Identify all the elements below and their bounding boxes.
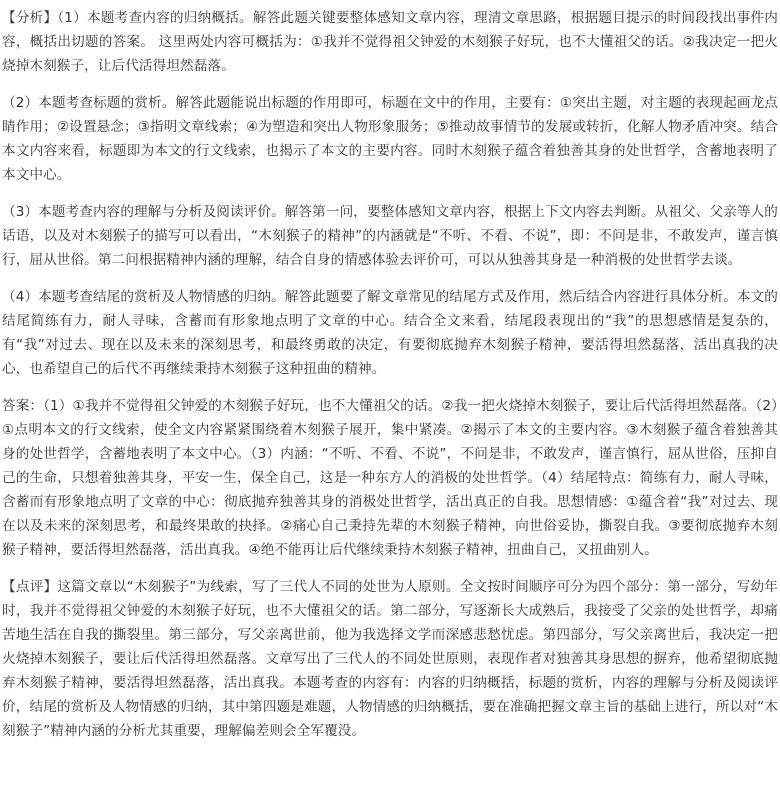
- analysis-q4-paragraph: （4）本题考查结尾的赏析及人物情感的归纳。解答此题要了解文章常见的结尾方式及作用，然后结合内容进行具体分析。本文的结尾简练有力，耐人寻味，含蓄而有形象地点明了文章的中心。结合全文来看，结尾段表现出的“我”的思想感情是复杂的，有“我”对过去、现在以及未来的深刻思考，和最终勇敢的决定，有要彻底抛弃木刻猴子精神，要活得坦然磊落，活出真我的决心，也希望自己的后代不再继续秉持木刻猴子这种扭曲的精神。: [2, 289, 778, 377]
- answer-paragraph: 答案：（1）①我并不觉得祖父钟爱的木刻猴子好玩，也不大懂祖父的话。②我一把火烧掉木刻猴子，要让后代活得坦然磊落。（2）①点明本文的行文线索，使全文内容紧紧围绕着木刻猴子展开，集中紧凑。②揭示了本文的主要内容。③木刻猴子蕴含着独善其身的处世哲学，含蓄地表明了本文中心。（3）内涵：“不听、不看、不说”，不问是非，不敢发声，谨言慎行，屈从世俗，压抑自己的生命，只想着独善其身，平安一生，保全自己，这是一种东方人的消极的处世哲学。（4）结尾特点：简练有力，耐人寻味，含蓄而有形象地点明了文章的中心：彻底抛弃独善其身的消极处世哲学，活出真正的自我。思想情感：①蕴含着“我”对过去、现在以及未来的深刻思考，和最终果敢的抉择。②痛心自己秉持先辈的木刻猴子精神，向世俗妥协，撕裂自我。③要彻底抛弃木刻猴子精神，要活得坦然磊落，活出真我。④绝不能再让后代继续秉持木刻猴子精神，扭曲自己，又扭曲别人。: [2, 398, 778, 558]
- comment-paragraph: 【点评】这篇文章以“木刻猴子”为线索，写了三代人不同的处世为人原则。全文按时间顺序可分为四个部分：第一部分，写幼年时，我并不觉得祖父钟爱的木刻猴子好玩，也不大懂祖父的话。第二部分，写逐渐长大成熟后，我接受了父亲的处世哲学，却痛苦地生活在自我的撕裂里。第三部分，写父亲离世前，他为我选择文学而深感悲愁忧虑。第四部分，写父亲离世后，我决定一把火烧掉木刻猴子，要让后代活得坦然磊落。文章写出了三代人的不同处世原则，表现作者对独善其身思想的摒弃，他希望彻底抛弃木刻猴子精神，要活得坦然磊落，活出真我。本题考查的内容有：内容的归纳概括，标题的赏析，内容的理解与分析及阅读评价，结尾的赏析及人物情感的归纳，其中第四题是难题，人物情感的归纳概括，要在准确把握文章主旨的基础上进行，所以对“木刻猴子”精神内涵的分析尤其重要，理解偏差则会全军覆没。: [2, 579, 778, 739]
- analysis-q2-paragraph: （2）本题考查标题的赏析。解答此题能说出标题的作用即可，标题在文中的作用，主要有：①突出主题，对主题的表现起画龙点睛作用；②设置悬念；③指明文章线索；④为塑造和突出人物形象服务；⑤推动故事情节的发展或转折，化解人物矛盾冲突。结合本文内容来看，标题即为本文的行文线索，也揭示了本文的主要内容。同时木刻猴子蕴含着独善其身的处世哲学，含蓄地表明了本文中心。: [2, 95, 778, 183]
- analysis-q1-paragraph: 【分析】（1）本题考查内容的归纳概括。解答此题关键要整体感知文章内容，理清文章思路，根据题目提示的时间段找出事件内容，概括出切题的答案。 这里两处内容可概括为：①我并不觉得祖父钟爱的木刻猴子好玩，也不大懂祖父的话。②我决定一把火烧掉木刻猴子，让后代活得坦然磊落。: [2, 10, 778, 74]
- analysis-q3-paragraph: （3）本题考查内容的理解与分析及阅读评价。解答第一问，要整体感知文章内容，根据上下文内容去判断。从祖父、父亲等人的话语，以及对木刻猴子的描写可以看出，“木刻猴子的精神”的内涵就是“不听、不看、不说”，即：不问是非，不敢发声，谨言慎行，屈从世俗。第二问根据精神内涵的理解，结合自身的情感体验去评价可，可以从独善其身是一种消极的处世哲学去谈。: [2, 204, 778, 268]
